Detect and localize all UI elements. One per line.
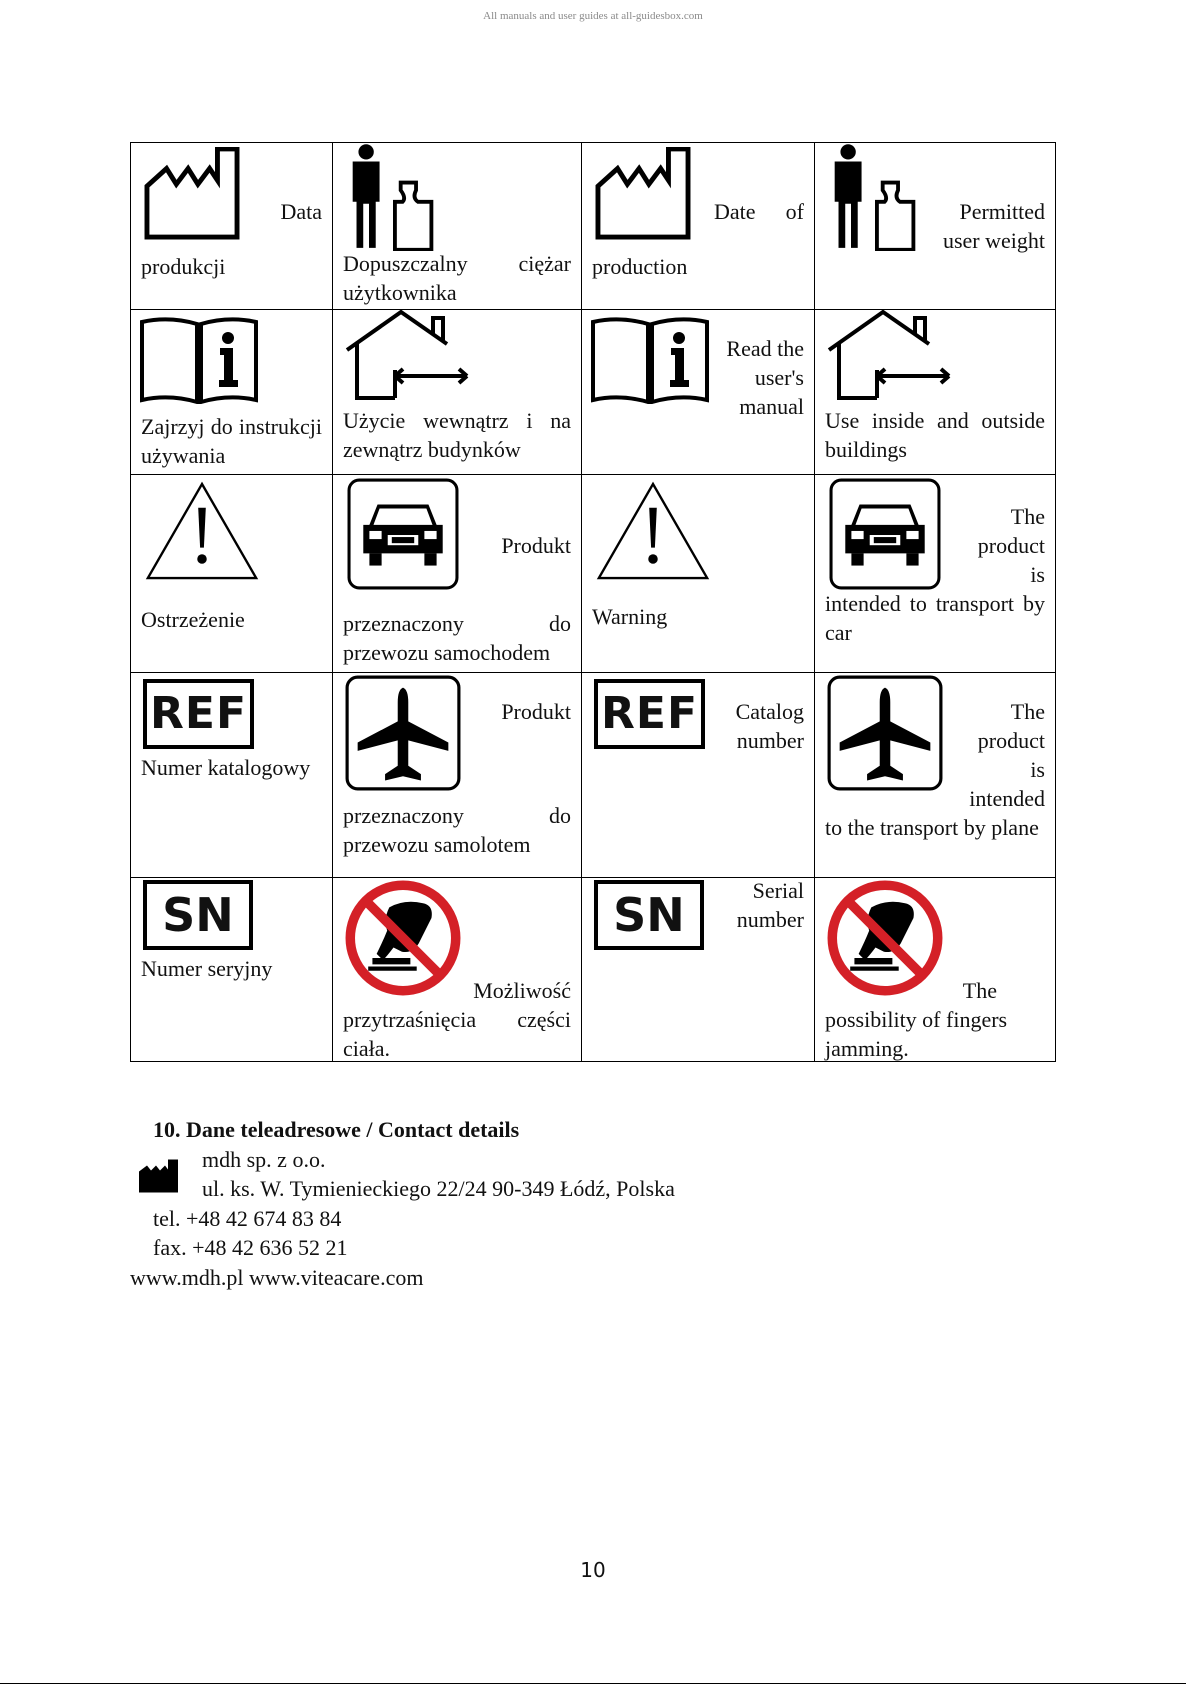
- table-cell: [582, 475, 815, 673]
- no-hand-pinch-icon: [345, 880, 461, 996]
- symbol-label: Permitted user weight: [942, 199, 1045, 253]
- table-cell: [131, 143, 333, 310]
- symbol-label: possibility of fingers jamming.: [825, 1007, 1008, 1061]
- website-links[interactable]: www.mdh.pl www.viteacare.com: [130, 1264, 424, 1290]
- table-row: [131, 878, 1056, 1062]
- table-cell: [582, 673, 815, 878]
- table-cell: [333, 310, 582, 475]
- symbol-label: Numer katalogowy: [141, 755, 311, 780]
- table-cell: [815, 673, 1056, 878]
- table-cell: [815, 143, 1056, 310]
- table-cell: [333, 673, 582, 878]
- table-cell: [815, 310, 1056, 475]
- manufacturer-icon: [138, 1157, 188, 1195]
- symbol-label: Produkt: [501, 533, 571, 558]
- symbol-label: produkcji: [141, 254, 226, 279]
- symbol-label: Zajrzyj do instrukcji używania: [141, 414, 322, 468]
- airplane-icon: [345, 675, 461, 791]
- symbol-label: Date of: [714, 199, 804, 224]
- symbol-label: Użycie wewnątrz i na zewnątrz budynków: [343, 408, 571, 462]
- symbol-label: Catalog number: [735, 699, 804, 753]
- table-cell: [815, 475, 1056, 673]
- car-icon: [347, 478, 459, 590]
- warning-triangle-icon: [596, 481, 710, 581]
- phone: tel. +48 42 674 83 84: [153, 1205, 342, 1231]
- car-icon: [829, 478, 941, 590]
- table-cell: [131, 310, 333, 475]
- symbol-label: przeznaczony do przewozu samolotem: [343, 803, 571, 857]
- book-info-icon: [139, 314, 259, 404]
- symbol-label: Możliwość: [473, 978, 571, 1003]
- page-number: 10: [580, 1558, 606, 1582]
- sn-icon: SN: [594, 880, 704, 950]
- symbol-label: production: [592, 254, 688, 279]
- table-cell: [582, 878, 815, 1062]
- address: ul. ks. W. Tymienieckiego 22/24 90-349 Łódź, Polska: [202, 1176, 675, 1201]
- table-cell: [333, 475, 582, 673]
- symbol-label: The product is intended: [969, 699, 1045, 811]
- person-weight-icon: [827, 143, 923, 251]
- contact-heading: 10. Dane teleadresowe / Contact details: [153, 1117, 520, 1142]
- ref-icon: REF: [594, 679, 705, 749]
- house-arrows-icon: [343, 310, 473, 400]
- fax: fax. +48 42 636 52 21: [153, 1235, 348, 1260]
- symbol-label: przytrzaśnięcia części ciała.: [343, 1007, 571, 1061]
- symbol-label: Produkt: [501, 699, 571, 724]
- house-arrows-icon: [825, 310, 955, 400]
- table-row: [131, 143, 1056, 310]
- table-cell: [131, 878, 333, 1062]
- symbol-label: Warning: [592, 604, 668, 629]
- symbol-label: The product is: [977, 504, 1045, 587]
- symbol-label: Read the user's manual: [726, 336, 804, 419]
- symbol-label: intended to transport by car: [825, 591, 1045, 645]
- symbol-label: Data: [280, 199, 322, 224]
- no-hand-pinch-icon: [827, 880, 943, 996]
- table-cell: [333, 878, 582, 1062]
- symbol-label: The: [962, 978, 997, 1003]
- symbol-label: Serial number: [736, 878, 804, 932]
- table-row: [131, 475, 1056, 673]
- symbol-label: to the transport by plane: [825, 815, 1039, 840]
- symbol-label: Dopuszczalny ciężar użytkownika: [343, 251, 571, 305]
- table-cell: [815, 878, 1056, 1062]
- person-weight-icon: [345, 143, 441, 251]
- page-bottom-rule: [0, 1683, 1186, 1684]
- factory-icon: [143, 147, 241, 240]
- ref-icon: REF: [143, 679, 254, 749]
- table-cell: [131, 673, 333, 878]
- symbols-table: [130, 142, 1056, 1062]
- book-info-icon: [590, 314, 710, 404]
- table-cell: [582, 310, 815, 475]
- airplane-icon: [827, 675, 943, 791]
- table-row: [131, 673, 1056, 878]
- table-cell: [333, 143, 582, 310]
- symbol-label: Ostrzeżenie: [141, 607, 245, 632]
- company-name: mdh sp. z o.o.: [202, 1146, 326, 1172]
- contact-details: [130, 1115, 675, 1292]
- factory-icon: [594, 147, 692, 240]
- symbol-label: Use inside and outside buildings: [825, 408, 1045, 462]
- table-row: [131, 310, 1056, 475]
- table-cell: [131, 475, 333, 673]
- symbol-label: przeznaczony do przewozu samochodem: [343, 611, 571, 665]
- symbol-label: Numer seryjny: [141, 956, 273, 981]
- table-cell: [582, 143, 815, 310]
- sn-icon: SN: [143, 880, 253, 950]
- warning-triangle-icon: [145, 481, 259, 581]
- watermark: All manuals and user guides at all-guidesbox.com: [483, 10, 703, 22]
